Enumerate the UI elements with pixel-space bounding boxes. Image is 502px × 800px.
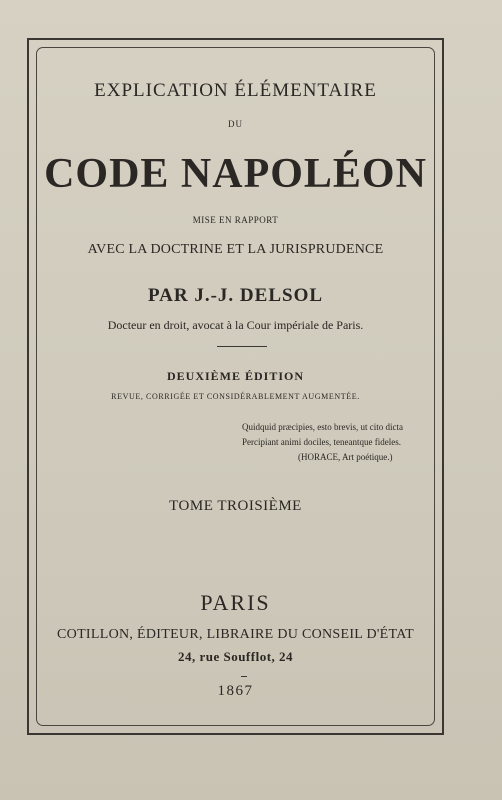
divider-rule <box>217 346 267 347</box>
edition-note: REVUE, CORRIGÉE ET CONSIDÉRABLEMENT AUGMENTÉE. <box>111 392 360 401</box>
title-line-1: EXPLICATION ÉLÉMENTAIRE <box>94 80 377 101</box>
epigraph-line-2: Percipiant animi dociles, teneantque fideles. <box>242 437 401 447</box>
main-title: CODE NAPOLÉON <box>44 151 427 197</box>
publisher: COTILLON, ÉDITEUR, LIBRAIRE DU CONSEIL D'ÉTAT <box>57 627 414 642</box>
title-line-2: DU <box>228 119 243 129</box>
volume: TOME TROISIÈME <box>169 498 302 514</box>
epigraph <box>242 420 432 465</box>
epigraph-line-1: Quidquid præcipies, esto brevis, ut cito dicta <box>242 422 403 432</box>
city: PARIS <box>200 590 271 615</box>
year: 1867 <box>217 683 254 699</box>
author-title: Docteur en droit, avocat à la Cour impériale de Paris. <box>107 318 364 332</box>
address: 24, rue Soufflot, 24 <box>177 649 294 664</box>
subtitle-small: MISE EN RAPPORT <box>192 215 279 225</box>
author: PAR J.-J. DELSOL <box>147 285 324 306</box>
epigraph-citation: (HORACE, Art poétique.) <box>298 452 393 462</box>
short-rule <box>241 676 247 677</box>
edition: DEUXIÈME ÉDITION <box>166 369 305 383</box>
title-page-content <box>36 47 435 726</box>
subtitle: AVEC LA DOCTRINE ET LA JURISPRUDENCE <box>87 242 384 257</box>
